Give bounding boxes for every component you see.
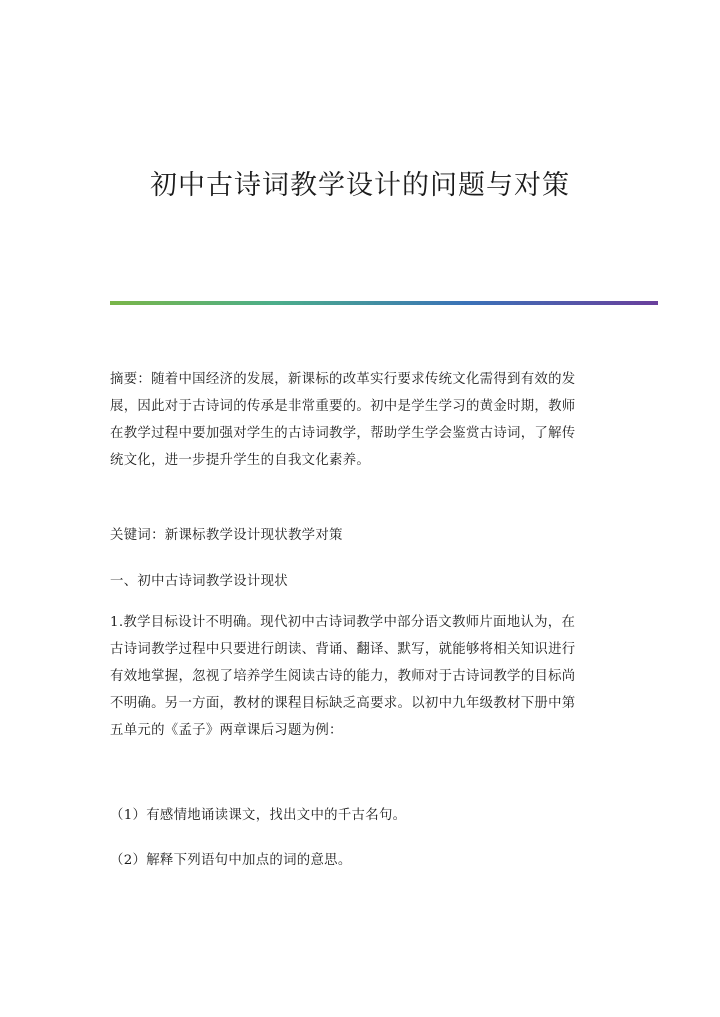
item1-line: 不明确。另一方面，教材的课程目标缺乏高要求。以初中九年级教材下册中第: [110, 696, 576, 711]
item1-line: 1.教学目标设计不明确。现代初中古诗词教学中部分语文教师片面地认为，在: [110, 615, 576, 630]
abstract-line: 摘要：随着中国经济的发展，新课标的改革实行要求传统文化需得到有效的发: [110, 372, 576, 387]
abstract-line: 统文化，进一步提升学生的自我文化素养。: [110, 453, 371, 468]
abstract-line: 在教学过程中要加强对学生的古诗词教学，帮助学生学会鉴赏古诗词，了解传: [110, 426, 576, 441]
abstract-paragraph: [110, 366, 602, 474]
question-2: （2）解释下列语句中加点的词的意思。: [110, 853, 352, 868]
item1-line: 五单元的《孟子》两章课后习题为例：: [110, 723, 343, 738]
item1-line: 古诗词教学过程中只要进行朗读、背诵、翻译、默写，就能够将相关知识进行: [110, 642, 576, 657]
question-1: （1）有感情地诵读课文，找出文中的千古名句。: [110, 808, 407, 823]
keywords-line: 关键词：新课标教学设计现状教学对策: [110, 528, 343, 543]
item1-line: 有效地掌握，忽视了培养学生阅读古诗的能力，教师对于古诗词教学的目标尚: [110, 669, 576, 684]
document-title: 初中古诗词教学设计的问题与对策: [150, 170, 570, 201]
abstract-line: 展，因此对于古诗词的传承是非常重要的。初中是学生学习的黄金时期，教师: [110, 399, 576, 414]
title-divider: [110, 301, 658, 305]
section-heading: 一、初中古诗词教学设计现状: [110, 574, 288, 589]
item1-paragraph: [110, 609, 602, 744]
